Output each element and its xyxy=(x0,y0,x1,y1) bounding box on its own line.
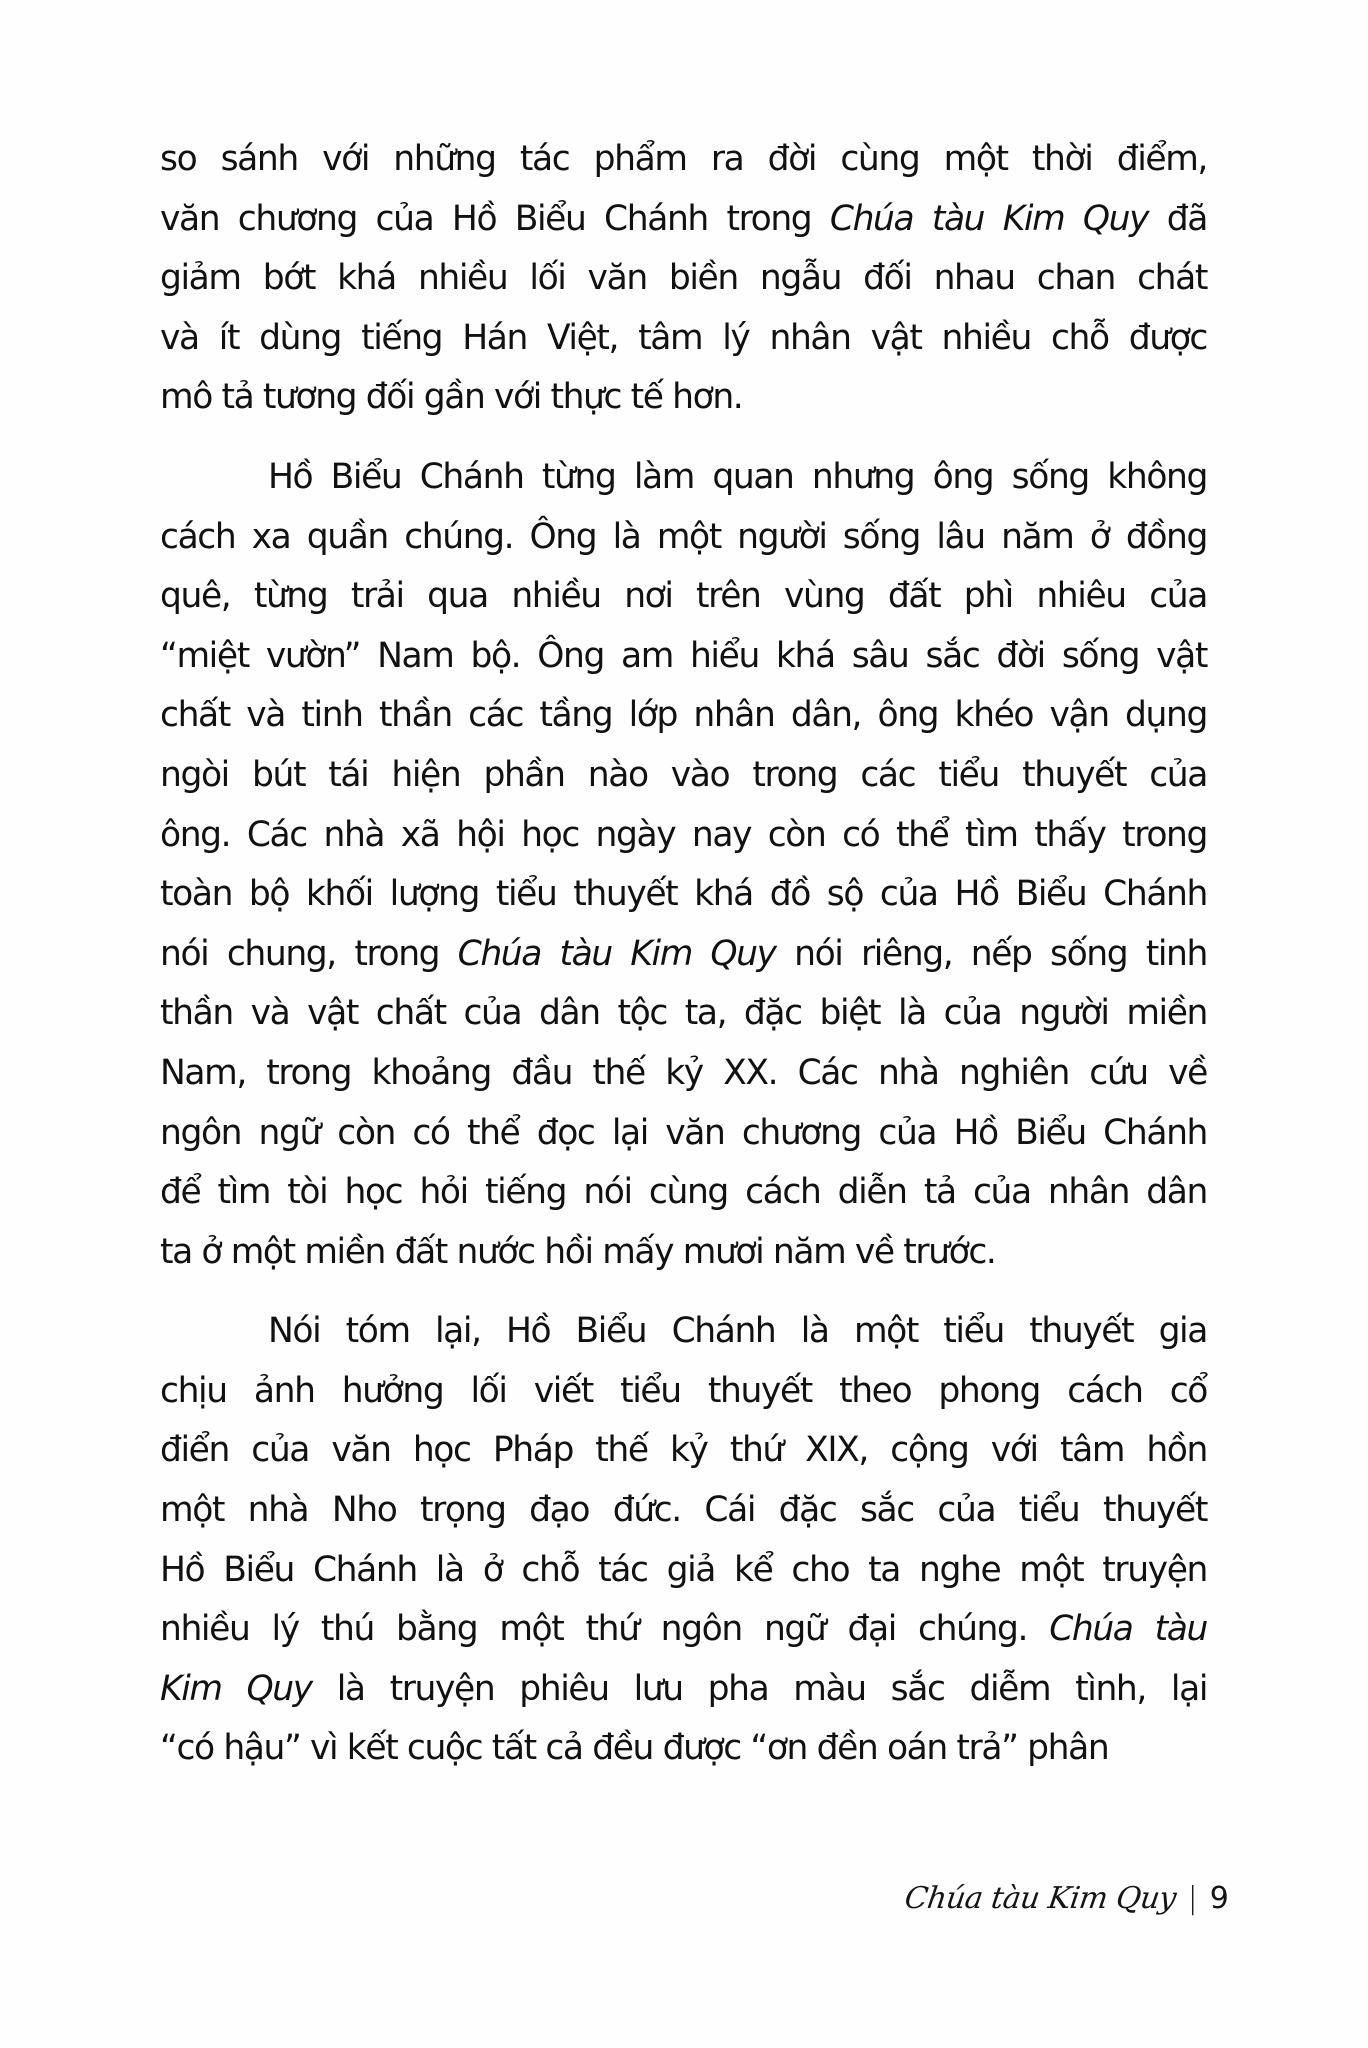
text-line xyxy=(160,865,1207,925)
text-run: nói chung, trong xyxy=(160,933,458,974)
text-line xyxy=(160,309,1207,369)
text-run: một nhà Nho trọng đạo đức. Cái đặc sắc của tiểu thuyết xyxy=(160,1490,1207,1531)
text-run: ngòi bút tái hiện phần nào vào trong các tiểu thuyết của xyxy=(160,754,1207,795)
text-line xyxy=(160,1302,1207,1362)
text-line xyxy=(160,1600,1207,1660)
book-title-italic: Chúa tàu Kim Quy xyxy=(829,198,1149,239)
text-line xyxy=(160,130,1207,190)
text-run: toàn bộ khối lượng tiểu thuyết khá đồ sộ của Hồ Biểu Chánh xyxy=(160,874,1207,915)
running-title: Chúa tàu Kim Quy xyxy=(902,1880,1179,1916)
text-run: mô tả tương đối gần với thực tế hơn. xyxy=(160,377,743,418)
text-run: văn chương của Hồ Biểu Chánh trong xyxy=(160,198,830,239)
book-title-italic: Kim Quy xyxy=(160,1668,312,1709)
text-run: và ít dùng tiếng Hán Việt, tâm lý nhân vật nhiều chỗ được xyxy=(160,317,1207,358)
text-line xyxy=(160,1104,1207,1164)
text-run: giảm bớt khá nhiều lối văn biền ngẫu đối nhau chan chát xyxy=(160,258,1207,299)
text-run: “có hậu” vì kết cuộc tất cả đều được “ơn đền oán trả” phân xyxy=(160,1728,1109,1769)
text-run: quê, từng trải qua nhiều nơi trên vùng đất phì nhiêu của xyxy=(160,576,1207,617)
text-line xyxy=(160,1223,1207,1283)
text-line xyxy=(160,1719,1207,1779)
text-line xyxy=(160,1481,1207,1541)
body-text xyxy=(160,130,1207,1779)
text-run: nhiều lý thú bằng một thứ ngôn ngữ đại chúng. xyxy=(160,1609,1050,1650)
footer-separator: | xyxy=(1187,1880,1198,1916)
text-line xyxy=(160,1163,1207,1223)
text-run: so sánh với những tác phẩm ra đời cùng một thời điểm, xyxy=(160,139,1207,179)
text-run: nói riêng, nếp sống tinh xyxy=(775,933,1207,974)
text-line xyxy=(160,448,1207,508)
page-footer xyxy=(902,1868,1229,1928)
text-line xyxy=(160,1362,1207,1422)
text-run: đã xyxy=(1148,198,1207,239)
text-line xyxy=(160,686,1207,746)
text-run: Hồ Biểu Chánh từng làm quan nhưng ông sống không xyxy=(268,456,1207,497)
text-run: Nam, trong khoảng đầu thế kỷ XX. Các nhà nghiên cứu về xyxy=(160,1052,1207,1093)
text-run: điển của văn học Pháp thế kỷ thứ XIX, cộng với tâm hồn xyxy=(160,1430,1207,1471)
text-line xyxy=(160,984,1207,1044)
text-run: Hồ Biểu Chánh là ở chỗ tác giả kể cho ta nghe một truyện xyxy=(160,1549,1207,1590)
text-line xyxy=(160,627,1207,687)
text-run: ông. Các nhà xã hội học ngày nay còn có thể tìm thấy trong xyxy=(160,814,1207,855)
text-line xyxy=(160,806,1207,866)
paragraph xyxy=(160,448,1207,1282)
text-run: chất và tinh thần các tầng lớp nhân dân, ông khéo vận dụng xyxy=(160,695,1207,736)
text-line xyxy=(160,368,1207,428)
book-title-italic: Chúa tàu Kim Quy xyxy=(457,933,776,974)
text-run: cách xa quần chúng. Ông là một người sống lâu năm ở đồng xyxy=(160,516,1207,557)
text-run: Nói tóm lại, Hồ Biểu Chánh là một tiểu thuyết gia xyxy=(268,1311,1207,1352)
text-run: ngôn ngữ còn có thể đọc lại văn chương của Hồ Biểu Chánh xyxy=(160,1112,1207,1153)
text-line xyxy=(160,508,1207,568)
paragraph xyxy=(160,130,1207,428)
text-run: thần và vật chất của dân tộc ta, đặc biệt là của người miền xyxy=(160,993,1207,1034)
text-run: để tìm tòi học hỏi tiếng nói cùng cách diễn tả của nhân dân xyxy=(160,1172,1207,1213)
page-number: 9 xyxy=(1209,1880,1229,1916)
paragraph xyxy=(160,1302,1207,1779)
text-run: ta ở một miền đất nước hồi mấy mươi năm về trước. xyxy=(160,1231,996,1272)
text-run: là truyện phiêu lưu pha màu sắc diễm tình, lại xyxy=(311,1668,1207,1709)
text-run: chịu ảnh hưởng lối viết tiểu thuyết theo phong cách cổ xyxy=(160,1370,1207,1411)
text-run: “miệt vườn” Nam bộ. Ông am hiểu khá sâu sắc đời sống vật xyxy=(160,635,1207,676)
text-line xyxy=(160,1660,1207,1720)
text-line xyxy=(160,567,1207,627)
text-line xyxy=(160,249,1207,309)
text-line xyxy=(160,746,1207,806)
text-line xyxy=(160,1541,1207,1601)
text-line xyxy=(160,190,1207,250)
text-line xyxy=(160,1421,1207,1481)
text-line xyxy=(160,1044,1207,1104)
book-title-italic: Chúa tàu xyxy=(1049,1609,1208,1650)
text-line xyxy=(160,925,1207,985)
